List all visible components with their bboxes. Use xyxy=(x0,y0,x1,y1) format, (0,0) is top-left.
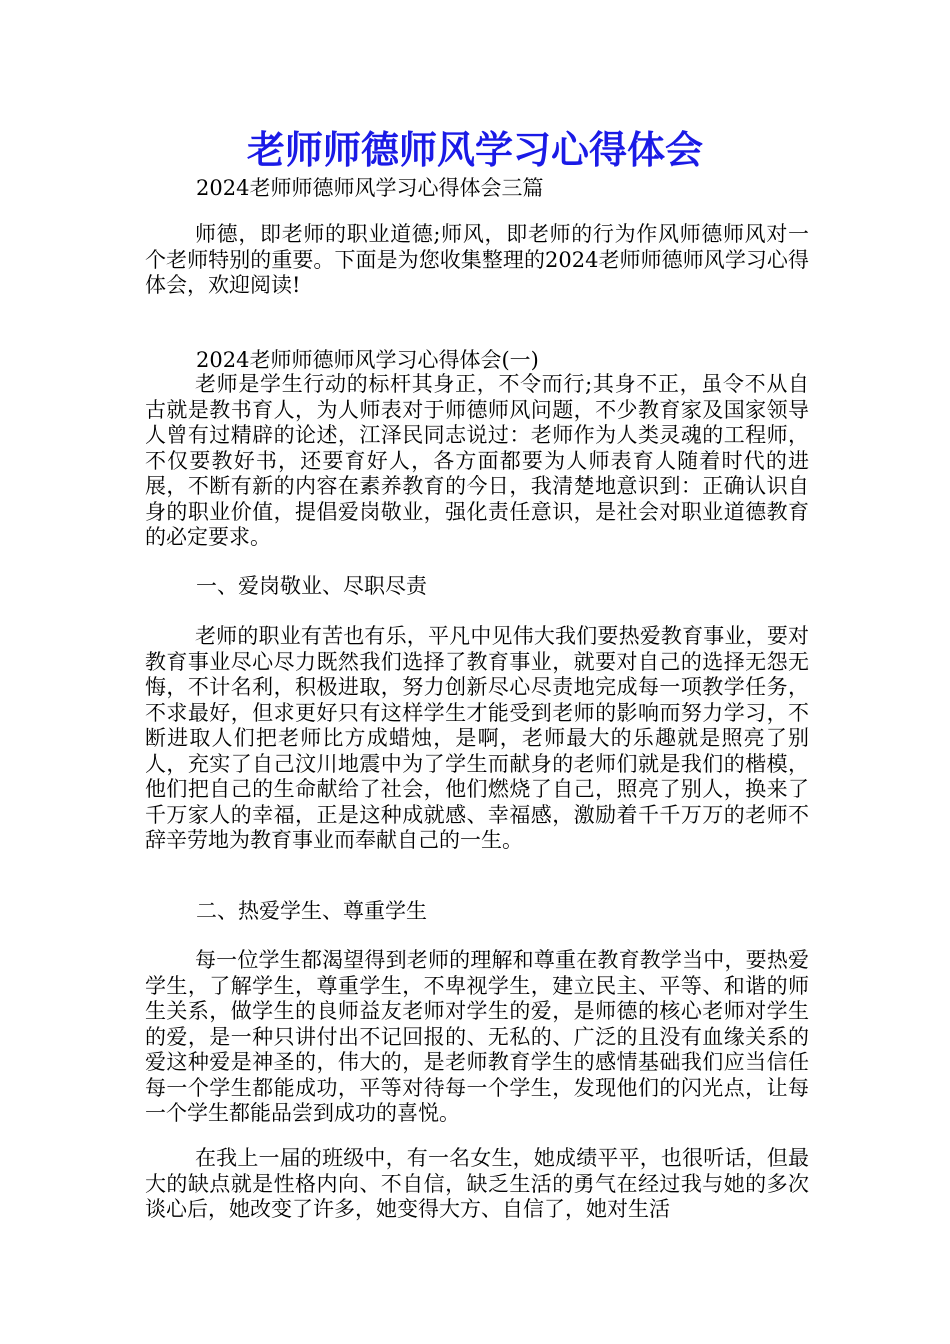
section-1-title: 2024老师师德师风学习心得体会(一) xyxy=(196,348,539,372)
intro-paragraph: 师德，即老师的职业道德;师风，即老师的行为作风师德师风对一个老师特别的重要。下面是为您收集整理的2024老师师德师风学习心得体会，欢迎阅读! xyxy=(145,222,809,297)
heading-love-students: 二、热爱学生、尊重学生 xyxy=(196,899,427,923)
document-subtitle: 2024老师师德师风学习心得体会三篇 xyxy=(196,176,544,200)
heading-love-job: 一、爱岗敬业、尽职尽责 xyxy=(196,574,427,598)
paragraph-story: 在我上一届的班级中，有一名女生，她成绩平平，也很听话，但最大的缺点就是性格内向、不自信，缺乏生活的勇气在经过我与她的多次谈心后，她改变了许多，她变得大方、自信了，她对生活 xyxy=(145,1146,809,1221)
paragraph-love-students: 每一位学生都渴望得到老师的理解和尊重在教育教学当中，要热爱学生，了解学生，尊重学生，不卑视学生，建立民主、平等、和谐的师生关系，做学生的良师益友老师对学生的爱，是师德的核心老师对学生的爱，是一种只讲付出不记回报的、无私的、广泛的且没有血缘关系的爱这种爱是神圣的，伟大的，是老师教育学生的感情基础我们应当信任每一个学生都能成功，平等对待每一个学生，发现他们的闪光点，让每一个学生都能品尝到成功的喜悦。 xyxy=(145,948,809,1125)
paragraph-love-job: 老师的职业有苦也有乐，平凡中见伟大我们要热爱教育事业，要对教育事业尽心尽力既然我们选择了教育事业，就要对自己的选择无怨无悔，不计名利，积极进取，努力创新尽心尽责地完成每一项教学任务，不求最好，但求更好只有这样学生才能受到老师的影响而努力学习，不断进取人们把老师比方成蜡烛，是啊，老师最大的乐趣就是照亮了别人，充实了自己汶川地震中为了学生而献身的老师们就是我们的楷模，他们把自己的生命献给了社会，他们燃烧了自己，照亮了别人，换来了千万家人的幸福，正是这种成就感、幸福感，激励着千千万万的老师不辞辛劳地为教育事业而奉献自己的一生。 xyxy=(145,624,809,852)
document-title: 老师师德师风学习心得体会 xyxy=(246,127,703,172)
section-1-paragraph: 老师是学生行动的标杆其身正，不令而行;其身不正，虽令不从自古就是教书育人，为人师表对于师德师风问题，不少教育家及国家领导人曾有过精辟的论述，江泽民同志说过：老师作为人类灵魂的工程师，不仅要教好书，还要育好人，各方面都要为人师表育人随着时代的进展，不断有新的内容在素养教育的今日，我清楚地意识到：正确认识自身的职业价值，提倡爱岗敬业，强化责任意识，是社会对职业道德教育的必定要求。 xyxy=(145,372,809,549)
